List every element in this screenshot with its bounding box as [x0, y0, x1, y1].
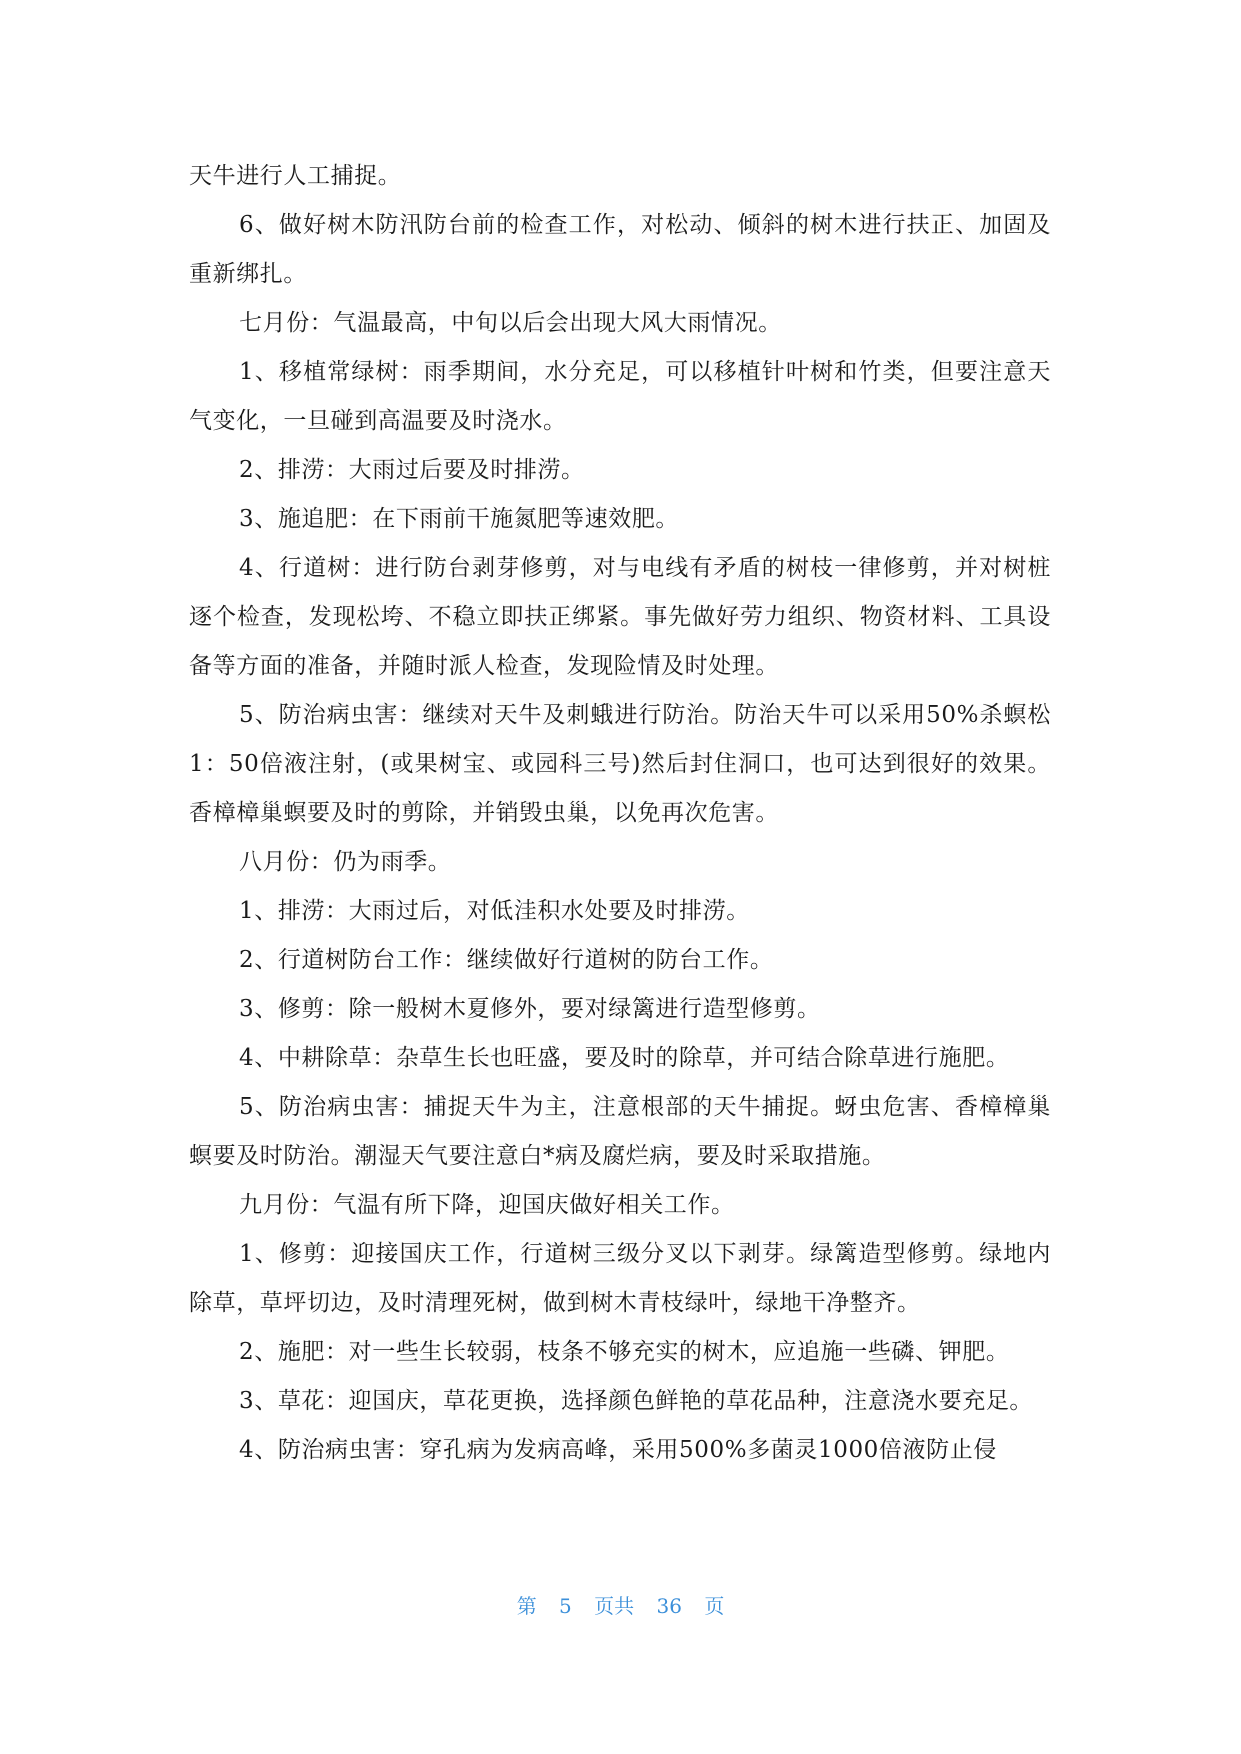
- paragraph: 九月份：气温有所下降，迎国庆做好相关工作。: [239, 1192, 735, 1218]
- paragraph: 八月份：仍为雨季。: [239, 849, 452, 875]
- footer-current-page: 5: [559, 1594, 572, 1618]
- paragraph: 5、防治病虫害：继续对天牛及刺蛾进行防治。防治天牛可以采用50%杀螟松1：50倍液注射，(或果树宝、或园科三号)然后封住洞口，也可达到很好的效果。香樟樟巢螟要及时的剪除，并销毁虫巢，以免再次危害。: [189, 702, 1051, 826]
- footer-middle: 页共: [594, 1594, 635, 1618]
- paragraph: 4、行道树：进行防台剥芽修剪，对与电线有矛盾的树枝一律修剪，并对树桩逐个检查，发现松垮、不稳立即扶正绑紧。事先做好劳力组织、物资材料、工具设备等方面的准备，并随时派人检查，发现险情及时处理。: [189, 555, 1051, 679]
- paragraph: 3、修剪：除一般树木夏修外，要对绿篱进行造型修剪。: [239, 996, 821, 1022]
- paragraph: 3、草花：迎国庆，草花更换，选择颜色鲜艳的草花品种，注意浇水要充足。: [239, 1388, 1034, 1414]
- paragraph: 2、施肥：对一些生长较弱，枝条不够充实的树木，应追施一些磷、钾肥。: [239, 1339, 1010, 1365]
- footer-prefix: 第: [516, 1594, 537, 1618]
- paragraph: 2、排涝：大雨过后要及时排涝。: [239, 457, 585, 483]
- paragraph: 2、行道树防台工作：继续做好行道树的防台工作。: [239, 947, 774, 973]
- paragraph: 5、防治病虫害：捕捉天牛为主，注意根部的天牛捕捉。蚜虫危害、香樟樟巢螟要及时防治。潮湿天气要注意白*病及腐烂病，要及时采取措施。: [189, 1094, 1051, 1169]
- document-body: [189, 152, 1051, 1475]
- paragraph: 1、移植常绿树：雨季期间，水分充足，可以移植针叶树和竹类，但要注意天气变化，一旦碰到高温要及时浇水。: [189, 359, 1051, 434]
- footer-suffix: 页: [704, 1594, 725, 1618]
- paragraph: 4、防治病虫害：穿孔病为发病高峰，采用500%多菌灵1000倍液防止侵: [239, 1437, 997, 1463]
- paragraph: 1、排涝：大雨过后，对低洼积水处要及时排涝。: [239, 898, 750, 924]
- paragraph: 1、修剪：迎接国庆工作，行道树三级分叉以下剥芽。绿篱造型修剪。绿地内除草，草坪切边，及时清理死树，做到树木青枝绿叶，绿地干净整齐。: [189, 1241, 1051, 1316]
- footer-total-pages: 36: [656, 1594, 682, 1618]
- paragraph: 6、做好树木防汛防台前的检查工作，对松动、倾斜的树木进行扶正、加固及重新绑扎。: [189, 212, 1051, 287]
- paragraph: 4、中耕除草：杂草生长也旺盛，要及时的除草，并可结合除草进行施肥。: [239, 1045, 1010, 1071]
- paragraph: 天牛进行人工捕捉。: [189, 163, 402, 189]
- paragraph: 3、施追肥：在下雨前干施氮肥等速效肥。: [239, 506, 680, 532]
- page-footer: [0, 1590, 1241, 1619]
- paragraph: 七月份：气温最高，中旬以后会出现大风大雨情况。: [239, 310, 782, 336]
